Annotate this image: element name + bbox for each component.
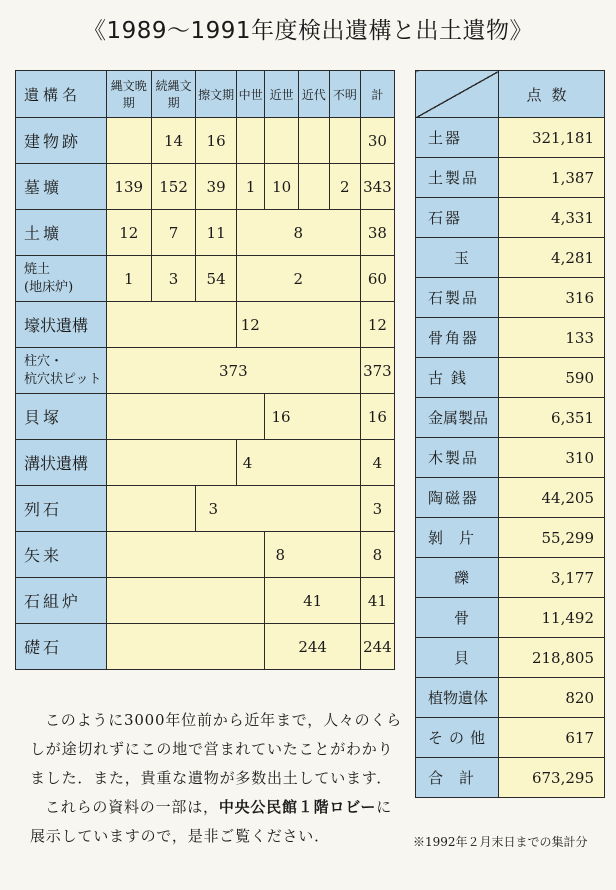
table-row [16,394,395,440]
table-cell: 54 [196,256,236,302]
table-cell [106,118,151,164]
row-name-line2: (地床炉) [24,279,74,295]
artifact-count: 55,299 [499,518,605,558]
table-cell: 39 [196,164,236,210]
header-count: 点数 [499,71,605,118]
exhibit-location: 中央公民館１階ロビー [218,798,377,816]
row-name [16,348,107,394]
row-name: 列石 [16,486,107,532]
list-item [416,638,605,678]
artifact-name: 合計 [416,758,499,798]
artifact-name: 金属製品 [416,398,499,438]
table-cell [236,118,265,164]
table-cell [106,486,196,532]
paragraph-2-before: これらの資料の一部は， [45,798,219,816]
table-cell: 4 [236,440,360,486]
table-cell [106,440,236,486]
table-row [16,624,395,670]
artifact-count: 617 [499,718,605,758]
table-cell: 16 [265,394,360,440]
table-cell: 244 [265,624,360,670]
artifact-name: 骨 [416,598,499,638]
table-cell: 12 [106,210,151,256]
artifact-count: 820 [499,678,605,718]
header-col-satsumon: 擦文期 [196,71,236,118]
row-total: 60 [360,256,394,302]
list-item [416,358,605,398]
row-name: 溝状遺構 [16,440,107,486]
header-col-early-modern: 近世 [265,71,298,118]
table-cell: 152 [151,164,196,210]
row-name: 墓壙 [16,164,107,210]
table-cell: 11 [196,210,236,256]
artifact-count: 310 [499,438,605,478]
list-item [416,158,605,198]
artifact-name: 石器 [416,198,499,238]
row-name: 壕状遺構 [16,302,107,348]
artifact-name: 剝片 [416,518,499,558]
list-item [416,758,605,798]
list-item [416,598,605,638]
row-total: 373 [360,348,394,394]
list-item [416,718,605,758]
row-total: 12 [360,302,394,348]
header-diagonal [416,71,499,118]
header-col-modern: 近代 [298,71,329,118]
table-cell: 8 [265,532,360,578]
artifact-name: 古銭 [416,358,499,398]
artifact-name: 土器 [416,118,499,158]
table-cell: 2 [236,256,360,302]
artifacts-header-row [416,71,605,118]
table-cell: 14 [151,118,196,164]
artifact-count: 673,295 [499,758,605,798]
row-name-line1: 柱穴・ [24,353,64,369]
list-item [416,238,605,278]
table-cell: 373 [106,348,360,394]
table-cell [106,302,236,348]
row-total: 4 [360,440,394,486]
table-cell [265,118,298,164]
features-table [15,70,395,670]
artifact-count: 6,351 [499,398,605,438]
artifact-count: 3,177 [499,558,605,598]
artifact-name: その他 [416,718,499,758]
table-row [16,532,395,578]
list-item [416,678,605,718]
table-cell: 3 [196,486,360,532]
row-name: 矢来 [16,532,107,578]
artifact-name: 石製品 [416,278,499,318]
artifact-name: 礫 [416,558,499,598]
table-cell: 2 [329,164,360,210]
table-cell: 41 [265,578,360,624]
paragraph-2 [30,793,405,851]
table-cell: 8 [236,210,360,256]
artifact-count: 218,805 [499,638,605,678]
row-total: 30 [360,118,394,164]
table-cell: 12 [236,302,360,348]
table-row [16,348,395,394]
artifact-count: 590 [499,358,605,398]
row-total: 343 [360,164,394,210]
list-item [416,558,605,598]
row-name-line2: 杭穴状ピット [24,371,102,387]
paragraph-1: このように3000年位前から近年まで，人々のくらしが途切れずにこの地で営まれていたことがわかりました．また，貴重な遺物が多数出土しています． [30,711,403,787]
artifact-count: 4,331 [499,198,605,238]
list-item [416,318,605,358]
row-name-line1: 焼土 [24,261,51,277]
artifact-name: 土製品 [416,158,499,198]
header-feature-name: 遺構名 [16,71,107,118]
features-header-row [16,71,395,118]
header-col-total: 計 [360,71,394,118]
table-cell: 16 [196,118,236,164]
header-col-jomon-late: 縄文晩期 [106,71,151,118]
artifact-count: 316 [499,278,605,318]
table-cell [106,624,265,670]
description-text [30,706,405,851]
table-cell: 1 [106,256,151,302]
table-cell [298,118,329,164]
tally-note: ※1992年２月末日までの集計分 [413,835,588,849]
table-cell: 3 [151,256,196,302]
row-name: 建物跡 [16,118,107,164]
artifact-count: 11,492 [499,598,605,638]
row-total: 38 [360,210,394,256]
artifact-count: 133 [499,318,605,358]
row-name: 礎石 [16,624,107,670]
row-total: 244 [360,624,394,670]
table-cell [106,578,265,624]
artifact-name: 玉 [416,238,499,278]
page-title: 《1989～1991年度検出遺構と出土遺物》 [82,18,534,44]
artifact-name: 木製品 [416,438,499,478]
artifact-name: 陶磁器 [416,478,499,518]
header-col-unknown: 不明 [329,71,360,118]
table-row [16,164,395,210]
list-item [416,478,605,518]
list-item [416,438,605,478]
list-item [416,518,605,558]
artifact-count: 44,205 [499,478,605,518]
artifact-count: 4,281 [499,238,605,278]
table-row [16,440,395,486]
artifacts-table [415,70,605,798]
table-row [16,302,395,348]
artifact-name: 植物遺体 [416,678,499,718]
row-total: 41 [360,578,394,624]
row-name: 石組炉 [16,578,107,624]
table-row [16,578,395,624]
row-total: 16 [360,394,394,440]
header-col-medieval: 中世 [236,71,265,118]
table-cell: 7 [151,210,196,256]
row-name [16,256,107,302]
artifact-count: 321,181 [499,118,605,158]
list-item [416,198,605,238]
table-cell: 1 [236,164,265,210]
table-row [16,118,395,164]
table-row [16,256,395,302]
list-item [416,118,605,158]
table-cell [106,394,265,440]
table-cell: 10 [265,164,298,210]
table-cell [106,532,265,578]
artifact-name: 貝 [416,638,499,678]
table-cell [298,164,329,210]
paragraph-2-after: に展示していますので，是非ご覧ください． [30,798,393,845]
row-name: 土壙 [16,210,107,256]
row-total: 8 [360,532,394,578]
list-item [416,398,605,438]
row-name: 貝塚 [16,394,107,440]
artifact-count: 1,387 [499,158,605,198]
table-row [16,210,395,256]
table-row [16,486,395,532]
header-col-epi-jomon: 続縄文期 [151,71,196,118]
row-total: 3 [360,486,394,532]
table-cell: 139 [106,164,151,210]
table-cell [329,118,360,164]
artifact-name: 骨角器 [416,318,499,358]
list-item [416,278,605,318]
